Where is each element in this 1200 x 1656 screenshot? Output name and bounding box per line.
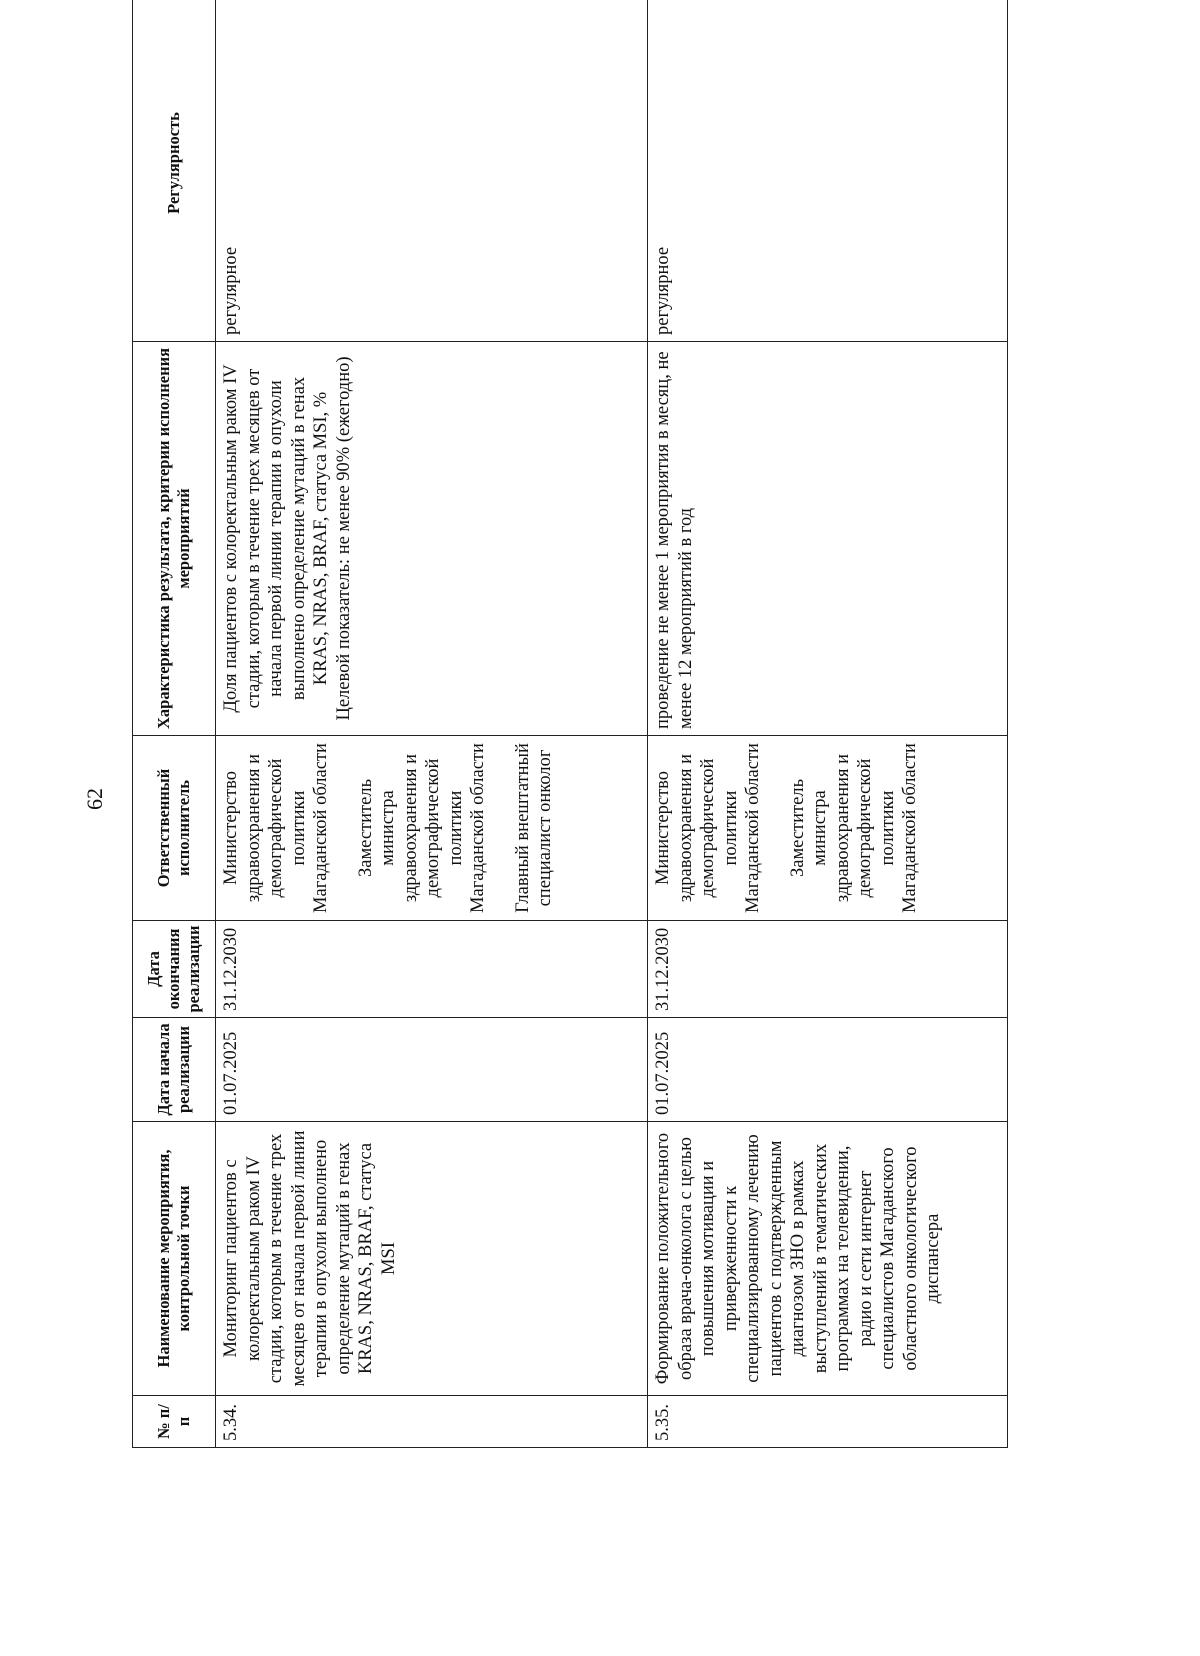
row-result <box>216 342 648 736</box>
table-header-row <box>133 0 216 1448</box>
rotated-table-container <box>132 48 1002 1448</box>
row-regularity: регулярное <box>216 0 648 342</box>
row-activity-name: Формирование положительного образа врача-онколога с целью повышения мотивации и приверженности к специализированному лечению пациентов с подтвержденным диагнозом ЗНО в рамках выступлений в тематических программах на телевидении, радио и сети интернет специалистов Магаданского областного онкологического диспансера <box>648 1122 1008 1396</box>
page-number: 62 <box>82 788 107 810</box>
row-responsible <box>648 736 1008 921</box>
responsible-deputy-minister: Заместитель министра здравоохранения и демографической политики Магаданской области <box>787 743 920 913</box>
table-row <box>648 0 1008 1448</box>
result-description: Доля пациентов с колоректальным раком IV стадии, которым в течение трех месяцев от начала первой линии терапии в опухоли выполнено определение мутаций в генах KRAS, NRAS, BRAF, статуса MSI, % <box>221 364 331 713</box>
header-result: Характеристика результата, критерии исполнения мероприятий <box>133 342 216 736</box>
row-end-date: 31.12.2030 <box>648 921 1008 1018</box>
row-responsible <box>216 736 648 921</box>
result-target: Целевой показатель: не менее 90% (ежегодно) <box>333 356 354 721</box>
responsible-ministry: Министерство здравоохранения и демографической политики Магаданской области <box>221 743 331 913</box>
header-responsible: Ответственный исполнитель <box>133 736 216 921</box>
header-number: № п/п <box>133 1396 216 1448</box>
row-start-date: 01.07.2025 <box>648 1018 1008 1122</box>
row-regularity: регулярное <box>648 0 1008 342</box>
header-end-date: Дата окончания реализации <box>133 921 216 1018</box>
row-number: 5.35. <box>648 1396 1008 1448</box>
row-number: 5.34. <box>216 1396 648 1448</box>
row-end-date: 31.12.2030 <box>216 921 648 1018</box>
header-start-date: Дата начала реализации <box>133 1018 216 1122</box>
table-row <box>216 0 648 1448</box>
row-result: проведение не менее 1 мероприятия в месяц, не менее 12 мероприятий в год <box>648 342 1008 736</box>
row-start-date: 01.07.2025 <box>216 1018 648 1122</box>
activities-table <box>132 0 1008 1448</box>
row-activity-name: Мониторинг пациентов с колоректальным раком IV стадии, которым в течение трех месяцев от начала первой линии терапии в опухоли выполнено определение мутаций в генах KRAS, NRAS, BRAF, статуса MSI <box>216 1122 648 1396</box>
responsible-deputy-minister: Заместитель министра здравоохранения и демографической политики Магаданской области <box>355 743 488 913</box>
responsible-chief-oncologist: Главный внештатный специалист онколог <box>512 743 555 913</box>
responsible-ministry: Министерство здравоохранения и демографической политики Магаданской области <box>653 743 763 913</box>
header-regularity: Регулярность <box>133 0 216 342</box>
header-activity-name: Наименование мероприятия, контрольной точки <box>133 1122 216 1396</box>
